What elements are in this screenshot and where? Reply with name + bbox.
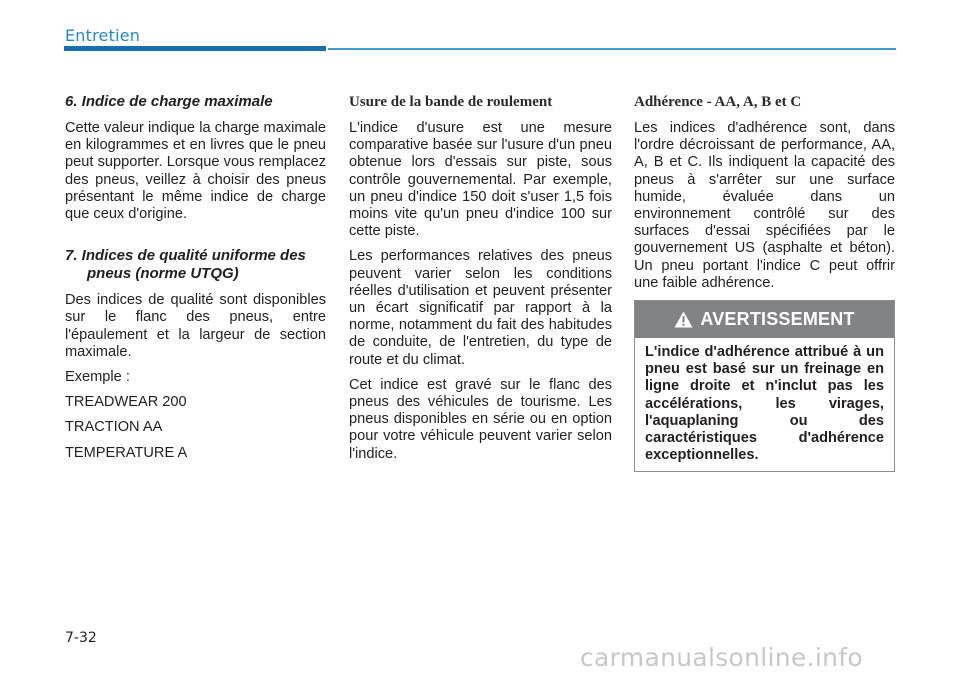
paragraph-treadwear-3: Cet indice est gravé sur le flanc des pneus des véhicules de tourisme. Les pneus disponibles en série ou en option pour votre véhicule peuvent varier selon l'indice. — [349, 376, 612, 462]
warning-text: L'indice d'adhérence attribué à un pneu est basé sur un freinage en ligne droite et n'inclut pas les accélérations, les virages, l'aquaplaning ou des caractéristiques d'adhérence exceptionnelles. — [645, 344, 884, 464]
warning-header — [635, 301, 894, 338]
watermark: carmanualsonline.info — [580, 643, 863, 672]
column-1 — [65, 93, 326, 470]
paragraph-treadwear-1: L'indice d'usure est une mesure comparative basée sur l'usure d'un pneu obtenue lors d'essais sur piste, sous contrôle gouvernemental. Par exemple, un pneu d'indice 150 doit s'user 1,5 fois moins vite qu'un pneu d'indice 100 sur cette piste. — [349, 120, 612, 240]
warning-title: AVERTISSEMENT — [700, 309, 855, 329]
header-rule-dark — [64, 46, 326, 51]
paragraph-treadwear-2: Les performances relatives des pneus peuvent varier selon les conditions réelles d'utilisation et peuvent présenter un écart significatif par rapport à la norme, notamment du fait des habitudes de conduite, de l'entretien, du type de route et du climat. — [349, 248, 612, 368]
heading-utqg: 7. Indices de qualité uniforme des pneus (norme UTQG) — [65, 247, 306, 283]
column-2 — [349, 93, 612, 471]
example-traction: TRACTION AA — [65, 419, 163, 436]
example-treadwear: TREADWEAR 200 — [65, 394, 187, 411]
column-3 — [634, 93, 895, 300]
section-title: Entretien — [65, 26, 141, 45]
example-label: Exemple : — [65, 369, 130, 386]
paragraph-load-index: Cette valeur indique la charge maximale en kilogrammes et en livres que le pneu peut supporter. Lorsque vous remplacez des pneus, veillez à choisir des pneus présentant le même indice de charge que ceux d'origine. — [65, 120, 326, 223]
example-temperature: TEMPERATURE A — [65, 444, 188, 461]
warning-triangle-icon — [674, 311, 693, 328]
paragraph-traction: Les indices d'adhérence sont, dans l'ordre décroissant de performance, AA, A, B et C. Ils indiquent la capacité des pneus à s'arrêter sur une surface humide, évaluée dans un environnement contrôlé sur des surfaces d'essai spécifiées par le gouvernement US (asphalte et béton). Un pneu portant l'indice C peut offrir une faible adhérence. — [634, 120, 895, 291]
heading-load-index: 6. Indice de charge maximale — [65, 93, 273, 110]
header-rule-light — [328, 48, 896, 50]
paragraph-utqg: Des indices de qualité sont disponibles sur le flanc des pneus, entre l'épaulement et la largeur de section maximale. — [65, 292, 326, 360]
heading-treadwear: Usure de la bande de roulement — [349, 94, 553, 110]
warning-box — [634, 300, 895, 472]
page-number: 7-32 — [65, 630, 97, 646]
heading-traction: Adhérence - AA, A, B et C — [634, 94, 802, 110]
